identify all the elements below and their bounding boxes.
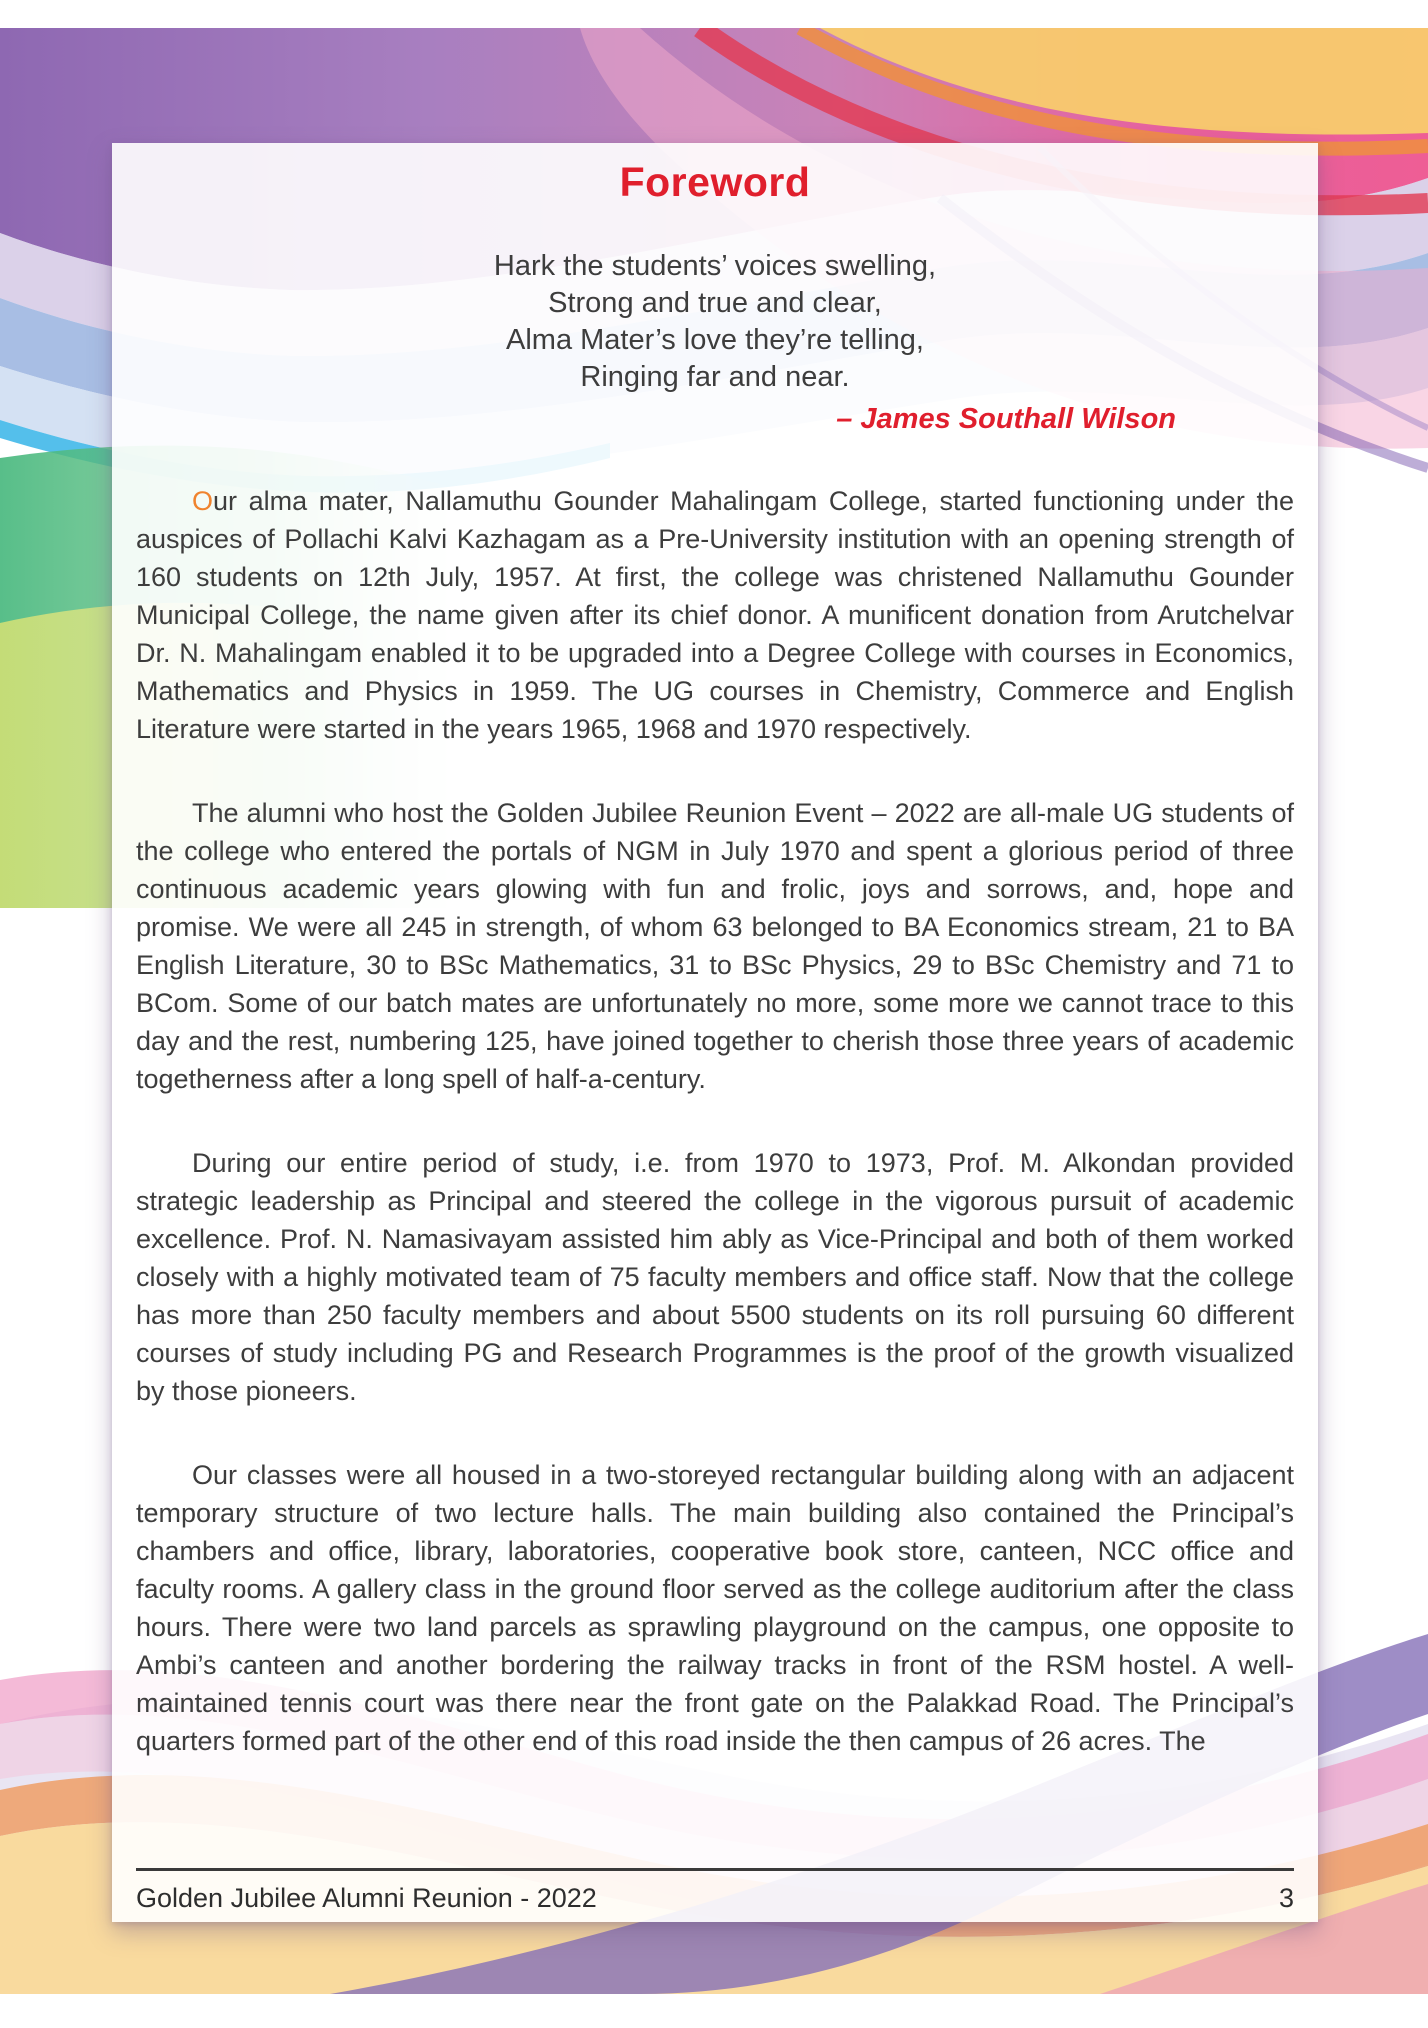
foreword-body (136, 482, 1294, 1760)
poem-line: Strong and true and clear, (548, 287, 882, 319)
poem-line: Alma Mater’s love they’re telling, (506, 324, 924, 356)
poem-line: Hark the students’ voices swelling, (493, 250, 937, 282)
page-footer (136, 1868, 1294, 1914)
paragraph-text: Our classes were all housed in a two-storeyed rectangular building along with an adjacent temporary structure of two lecture halls. The main building also contained the Principal’s chambers and office, library, laboratories, cooperative book store, canteen, NCC office and faculty rooms. A gallery class in the ground floor served as the college auditorium after the class hours. There were two land parcels as sprawling playground on the campus, one opposite to Ambi’s canteen and another bordering the railway tracks in front of the RSM hostel. A well-maintained tennis court was there near the front gate on the Palakkad Road. The Principal’s quarters formed part of the other end of this road inside the then campus of 26 acres. The (136, 1460, 1294, 1756)
paragraph-4 (136, 1456, 1294, 1760)
paragraph-3 (136, 1144, 1294, 1410)
footer-book-title: Golden Jubilee Alumni Reunion - 2022 (136, 1883, 597, 1913)
page-number: 3 (1278, 1883, 1294, 1913)
paragraph-text: During our entire period of study, i.e. from 1970 to 1973, Prof. M. Alkondan provided strategic leadership as Principal and steered the college in the vigorous pursuit of academic excellence. Prof. N. Namasivayam assisted him ably as Vice-Principal and both of them worked closely with a highly motivated team of 75 faculty members and office staff. Now that the college has more than 250 faculty members and about 5500 students on its roll pursuing 60 different courses of study including PG and Research Programmes is the proof of the growth visualized by those pioneers. (136, 1148, 1294, 1406)
poem-attribution: – James Southall Wilson (836, 403, 1176, 435)
paragraph-1 (136, 482, 1294, 748)
poem (136, 248, 1294, 438)
page-title: Foreword (619, 159, 811, 205)
paragraph-lead-letter: O (192, 486, 214, 516)
paragraph-text: The alumni who host the Golden Jubilee Reunion Event – 2022 are all-male UG students of the college who entered the portals of NGM in July 1970 and spent a glorious period of three continuous academic years glowing with fun and frolic, joys and sorrows, and, hope and promise. We were all 245 in strength, of whom 63 belonged to BA Economics stream, 21 to BA English Literature, 30 to BSc Mathematics, 31 to BSc Physics, 29 to BSc Chemistry and 71 to BCom. Some of our batch mates are unfortunately no more, some more we cannot trace to this day and the rest, numbering 125, have joined together to cherish those three years of academic togetherness after a long spell of half-a-century. (136, 798, 1294, 1094)
poem-line: Ringing far and near. (580, 361, 850, 393)
paragraph-text: ur alma mater, Nallamuthu Gounder Mahalingam College, started functioning under the auspices of Pollachi Kalvi Kazhagam as a Pre-University institution with an opening strength of 160 students on 12th July, 1957. At first, the college was christened Nallamuthu Gounder Municipal College, the name given after its chief donor. A munificent donation from Arutchelvar Dr. N. Mahalingam enabled it to be upgraded into a Degree College with courses in Economics, Mathematics and Physics in 1959. The UG courses in Chemistry, Commerce and English Literature were started in the years 1965, 1968 and 1970 respectively. (136, 486, 1294, 744)
content-card (112, 143, 1318, 1922)
paragraph-2 (136, 794, 1294, 1098)
